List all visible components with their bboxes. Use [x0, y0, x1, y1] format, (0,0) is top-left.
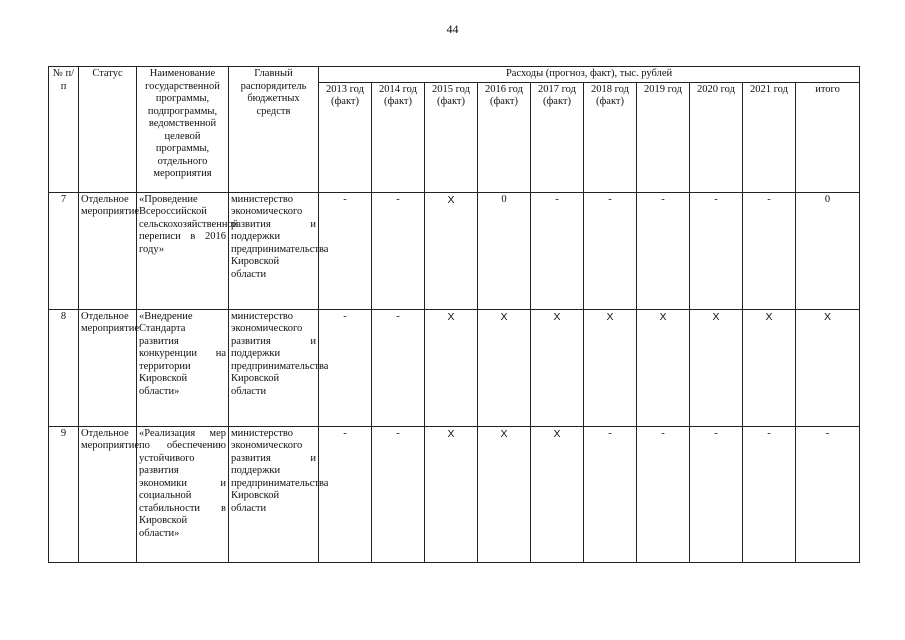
row-value: -: [531, 192, 584, 309]
header-status: Статус: [79, 67, 137, 193]
row-manager: министерство экономического развития и поддержки предпринимательства Кировской области: [229, 192, 319, 309]
row-status: Отдельное мероприятие: [79, 309, 137, 426]
row-value: -: [637, 192, 690, 309]
row-value: Х: [637, 309, 690, 426]
header-num: № п/п: [49, 67, 79, 193]
header-year: 2019 год: [637, 82, 690, 192]
header-total: итого: [796, 82, 860, 192]
row-manager: министерство экономического развития и поддержки предпринимательства Кировской области: [229, 309, 319, 426]
row-value: -: [690, 426, 743, 562]
header-year: 2020 год: [690, 82, 743, 192]
row-num: 8: [49, 309, 79, 426]
row-value: Х: [531, 426, 584, 562]
header-year: 2018 год (факт): [584, 82, 637, 192]
row-manager: министерство экономического развития и поддержки предпринимательства Кировской области: [229, 426, 319, 562]
table-row: [49, 426, 860, 562]
row-name: «Реализация мер по обеспечению устойчивого развития экономики и социальной стабильности в Кировской области»: [137, 426, 229, 562]
row-value: Х: [478, 309, 531, 426]
row-value: -: [584, 426, 637, 562]
table-row: [49, 192, 860, 309]
row-value: -: [319, 192, 372, 309]
row-value: -: [372, 426, 425, 562]
row-value: -: [743, 192, 796, 309]
row-value: -: [690, 192, 743, 309]
expenses-table: [48, 66, 860, 563]
header-expenses: Расходы (прогноз, факт), тыс. рублей: [319, 67, 860, 83]
row-status: Отдельное мероприятие: [79, 192, 137, 309]
row-value: Х: [425, 426, 478, 562]
header-year: 2014 год (факт): [372, 82, 425, 192]
row-value: Х: [478, 426, 531, 562]
page-number: 44: [446, 22, 459, 36]
row-value: Х: [584, 309, 637, 426]
header-year: 2021 год: [743, 82, 796, 192]
header-year: 2017 год (факт): [531, 82, 584, 192]
header-year: 2016 год (факт): [478, 82, 531, 192]
row-value: -: [319, 309, 372, 426]
row-num: 9: [49, 426, 79, 562]
row-total: -: [796, 426, 860, 562]
row-value: -: [319, 426, 372, 562]
row-num: 7: [49, 192, 79, 309]
table-row: [49, 309, 860, 426]
header-row-1: [49, 67, 860, 83]
row-value: Х: [743, 309, 796, 426]
row-value: Х: [690, 309, 743, 426]
row-value: Х: [425, 309, 478, 426]
row-value: 0: [478, 192, 531, 309]
header-name: Наименование государственной программы, подпрограммы, ведомственной целевой программы, отдельного мероприятия: [137, 67, 229, 193]
header-manager: Главный распорядитель бюджетных средств: [229, 67, 319, 193]
row-total: Х: [796, 309, 860, 426]
row-value: -: [584, 192, 637, 309]
row-name: «Внедрение Стандарта развития конкуренции на территории Кировской области»: [137, 309, 229, 426]
row-total: 0: [796, 192, 860, 309]
row-value: -: [637, 426, 690, 562]
row-value: -: [372, 192, 425, 309]
row-name: «Проведение Всероссийской сельскохозяйственной переписи в 2016 году»: [137, 192, 229, 309]
row-value: Х: [531, 309, 584, 426]
row-value: -: [743, 426, 796, 562]
row-status: Отдельное мероприятие: [79, 426, 137, 562]
row-value: -: [372, 309, 425, 426]
header-year: 2013 год (факт): [319, 82, 372, 192]
row-value: Х: [425, 192, 478, 309]
header-year: 2015 год (факт): [425, 82, 478, 192]
